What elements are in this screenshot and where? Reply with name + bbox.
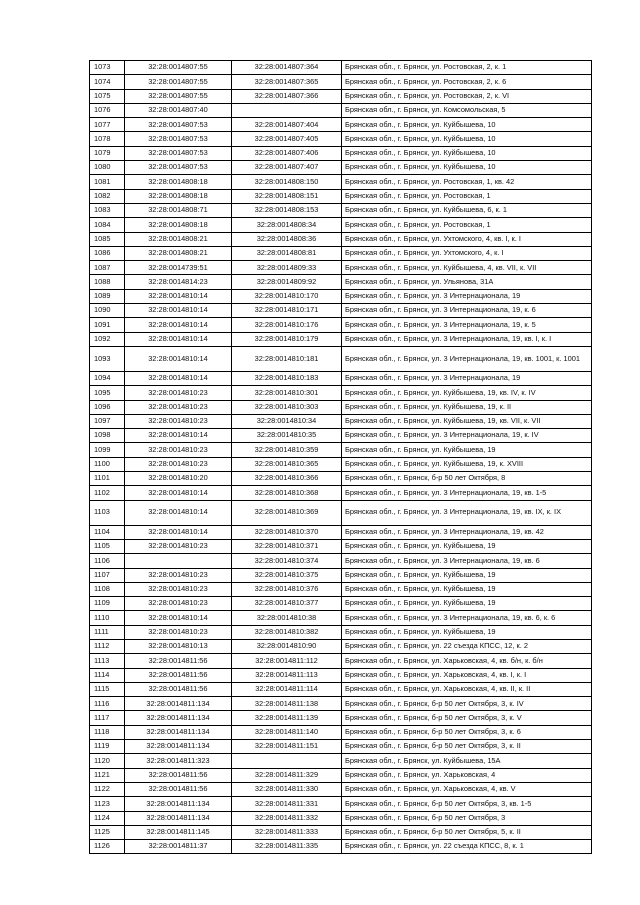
land-plot-number: 32:28:0014807:53 xyxy=(125,161,232,175)
land-plot-number: 32:28:0014810:14 xyxy=(125,525,232,539)
row-number: 1116 xyxy=(90,697,125,711)
table-row xyxy=(90,103,592,117)
address: Брянская обл., г. Брянск, ул. 3 Интернационала, 19, кв. 42 xyxy=(342,525,592,539)
row-number: 1122 xyxy=(90,782,125,796)
object-number: 32:28:0014811:335 xyxy=(232,840,342,854)
row-number: 1111 xyxy=(90,625,125,639)
table-row xyxy=(90,89,592,103)
object-number: 32:28:0014807:366 xyxy=(232,89,342,103)
table-row xyxy=(90,697,592,711)
table-row xyxy=(90,346,592,371)
table-row xyxy=(90,840,592,854)
row-number: 1083 xyxy=(90,203,125,217)
row-number: 1103 xyxy=(90,500,125,525)
address: Брянская обл., г. Брянск, ул. Куйбышева, 19, кв. VII, к. VII xyxy=(342,414,592,428)
table-row xyxy=(90,797,592,811)
address: Брянская обл., г. Брянск, ул. 3 Интернационала, 19 xyxy=(342,289,592,303)
land-plot-number: 32:28:0014811:56 xyxy=(125,682,232,696)
land-plot-number: 32:28:0014810:23 xyxy=(125,597,232,611)
land-plot-number: 32:28:0014810:23 xyxy=(125,457,232,471)
object-number: 32:28:0014810:170 xyxy=(232,289,342,303)
object-number: 32:28:0014810:371 xyxy=(232,539,342,553)
address: Брянская обл., г. Брянск, ул. Куйбышева, 19 xyxy=(342,582,592,596)
row-number: 1120 xyxy=(90,754,125,768)
table-row xyxy=(90,472,592,486)
row-number: 1081 xyxy=(90,175,125,189)
table-row xyxy=(90,118,592,132)
object-number: 32:28:0014811:331 xyxy=(232,797,342,811)
object-number: 32:28:0014811:138 xyxy=(232,697,342,711)
land-plot-number: 32:28:0014810:14 xyxy=(125,289,232,303)
table-row xyxy=(90,75,592,89)
land-plot-number: 32:28:0014810:14 xyxy=(125,318,232,332)
row-number: 1112 xyxy=(90,639,125,653)
address: Брянская обл., г. Брянск, ул. Куйбышева, 19, кв. IV, к. IV xyxy=(342,386,592,400)
address: Брянская обл., г. Брянск, ул. Харьковская, 4, кв. б/н, к. б/н xyxy=(342,654,592,668)
address: Брянская обл., г. Брянск, ул. Харьковская, 4, кв. I, к. I xyxy=(342,668,592,682)
land-plot-number: 32:28:0014810:23 xyxy=(125,625,232,639)
cadastral-table xyxy=(89,60,592,854)
row-number: 1084 xyxy=(90,218,125,232)
address: Брянская обл., г. Брянск, б-р 50 лет Октября, 5, к. II xyxy=(342,825,592,839)
object-number: 32:28:0014808:34 xyxy=(232,218,342,232)
address: Брянская обл., г. Брянск, ул. Куйбышева, 4, кв. VII, к. VII xyxy=(342,261,592,275)
table-row xyxy=(90,725,592,739)
table-row xyxy=(90,682,592,696)
land-plot-number: 32:28:0014808:71 xyxy=(125,203,232,217)
address: Брянская обл., г. Брянск, ул. Харьковская, 4, кв. II, к. II xyxy=(342,682,592,696)
table-row xyxy=(90,275,592,289)
row-number: 1115 xyxy=(90,682,125,696)
table-row xyxy=(90,386,592,400)
address: Брянская обл., г. Брянск, ул. Ульянова, 31А xyxy=(342,275,592,289)
address: Брянская обл., г. Брянск, ул. Ростовская, 1 xyxy=(342,189,592,203)
address: Брянская обл., г. Брянск, ул. Ростовская, 2, к. 1 xyxy=(342,61,592,75)
table-row xyxy=(90,639,592,653)
land-plot-number: 32:28:0014810:23 xyxy=(125,400,232,414)
table-row xyxy=(90,500,592,525)
object-number: 32:28:0014811:139 xyxy=(232,711,342,725)
row-number: 1099 xyxy=(90,443,125,457)
table-row xyxy=(90,811,592,825)
address: Брянская обл., г. Брянск, б-р 50 лет Октября, 8 xyxy=(342,472,592,486)
object-number: 32:28:0014810:301 xyxy=(232,386,342,400)
object-number xyxy=(232,103,342,117)
address: Брянская обл., г. Брянск, ул. 3 Интернационала, 19, к. 5 xyxy=(342,318,592,332)
row-number: 1086 xyxy=(90,246,125,260)
address: Брянская обл., г. Брянск, ул. Харьковская, 4, кв. V xyxy=(342,782,592,796)
table-row xyxy=(90,189,592,203)
row-number: 1121 xyxy=(90,768,125,782)
table-row xyxy=(90,740,592,754)
table-row xyxy=(90,443,592,457)
land-plot-number: 32:28:0014808:21 xyxy=(125,246,232,260)
object-number: 32:28:0014810:377 xyxy=(232,597,342,611)
land-plot-number: 32:28:0014807:53 xyxy=(125,146,232,160)
object-number: 32:28:0014810:90 xyxy=(232,639,342,653)
row-number: 1079 xyxy=(90,146,125,160)
land-plot-number: 32:28:0014811:323 xyxy=(125,754,232,768)
land-plot-number: 32:28:0014811:134 xyxy=(125,811,232,825)
row-number: 1117 xyxy=(90,711,125,725)
object-number: 32:28:0014811:140 xyxy=(232,725,342,739)
table-row xyxy=(90,654,592,668)
land-plot-number: 32:28:0014810:23 xyxy=(125,582,232,596)
table-row xyxy=(90,289,592,303)
address: Брянская обл., г. Брянск, ул. 22 съезда КПСС, 8, к. 1 xyxy=(342,840,592,854)
land-plot-number: 32:28:0014810:14 xyxy=(125,346,232,371)
address: Брянская обл., г. Брянск, б-р 50 лет Октября, 3, к. 6 xyxy=(342,725,592,739)
object-number: 32:28:0014811:114 xyxy=(232,682,342,696)
table-row xyxy=(90,371,592,385)
address: Брянская обл., г. Брянск, ул. Ростовская, 1, кв. 42 xyxy=(342,175,592,189)
address: Брянская обл., г. Брянск, ул. Куйбышева, 19 xyxy=(342,597,592,611)
table-row xyxy=(90,146,592,160)
object-number: 32:28:0014810:176 xyxy=(232,318,342,332)
table-row xyxy=(90,232,592,246)
land-plot-number: 32:28:0014808:18 xyxy=(125,189,232,203)
row-number: 1078 xyxy=(90,132,125,146)
table-row xyxy=(90,568,592,582)
address: Брянская обл., г. Брянск, ул. Куйбышева, 6, к. 1 xyxy=(342,203,592,217)
object-number: 32:28:0014810:368 xyxy=(232,486,342,500)
object-number: 32:28:0014810:375 xyxy=(232,568,342,582)
object-number: 32:28:0014811:113 xyxy=(232,668,342,682)
row-number: 1096 xyxy=(90,400,125,414)
table-row xyxy=(90,414,592,428)
land-plot-number: 32:28:0014810:23 xyxy=(125,539,232,553)
land-plot-number: 32:28:0014807:55 xyxy=(125,75,232,89)
address: Брянская обл., г. Брянск, ул. Куйбышева, 10 xyxy=(342,146,592,160)
row-number: 1075 xyxy=(90,89,125,103)
row-number: 1113 xyxy=(90,654,125,668)
land-plot-number xyxy=(125,554,232,568)
table-row xyxy=(90,611,592,625)
row-number: 1091 xyxy=(90,318,125,332)
address: Брянская обл., г. Брянск, б-р 50 лет Октября, 3 xyxy=(342,811,592,825)
table-row xyxy=(90,554,592,568)
object-number: 32:28:0014810:365 xyxy=(232,457,342,471)
row-number: 1073 xyxy=(90,61,125,75)
land-plot-number: 32:28:0014807:55 xyxy=(125,89,232,103)
land-plot-number: 32:28:0014810:23 xyxy=(125,386,232,400)
row-number: 1077 xyxy=(90,118,125,132)
table-row xyxy=(90,175,592,189)
object-number xyxy=(232,754,342,768)
table-row xyxy=(90,429,592,443)
land-plot-number: 32:28:0014811:56 xyxy=(125,768,232,782)
address: Брянская обл., г. Брянск, ул. 3 Интернационала, 19, кв. 1001, к. 1001 xyxy=(342,346,592,371)
row-number: 1105 xyxy=(90,539,125,553)
row-number: 1106 xyxy=(90,554,125,568)
object-number: 32:28:0014810:35 xyxy=(232,429,342,443)
address: Брянская обл., г. Брянск, ул. Ростовская, 2, к. VI xyxy=(342,89,592,103)
row-number: 1123 xyxy=(90,797,125,811)
land-plot-number: 32:28:0014811:134 xyxy=(125,740,232,754)
row-number: 1076 xyxy=(90,103,125,117)
table-row xyxy=(90,218,592,232)
table-row xyxy=(90,304,592,318)
address: Брянская обл., г. Брянск, ул. Куйбышева, 19 xyxy=(342,625,592,639)
row-number: 1125 xyxy=(90,825,125,839)
row-number: 1087 xyxy=(90,261,125,275)
land-plot-number: 32:28:0014811:56 xyxy=(125,654,232,668)
table-row xyxy=(90,625,592,639)
row-number: 1098 xyxy=(90,429,125,443)
object-number: 32:28:0014810:374 xyxy=(232,554,342,568)
address: Брянская обл., г. Брянск, ул. Куйбышева, 19, к. II xyxy=(342,400,592,414)
address: Брянская обл., г. Брянск, ул. Куйбышева, 19 xyxy=(342,568,592,582)
object-number: 32:28:0014810:369 xyxy=(232,500,342,525)
row-number: 1107 xyxy=(90,568,125,582)
row-number: 1074 xyxy=(90,75,125,89)
row-number: 1088 xyxy=(90,275,125,289)
object-number: 32:28:0014808:151 xyxy=(232,189,342,203)
address: Брянская обл., г. Брянск, ул. 22 съезда КПСС, 12, к. 2 xyxy=(342,639,592,653)
address: Брянская обл., г. Брянск, ул. 3 Интернационала, 19, кв. 6 xyxy=(342,554,592,568)
land-plot-number: 32:28:0014807:40 xyxy=(125,103,232,117)
land-plot-number: 32:28:0014807:55 xyxy=(125,61,232,75)
object-number: 32:28:0014810:359 xyxy=(232,443,342,457)
object-number: 32:28:0014807:406 xyxy=(232,146,342,160)
land-plot-number: 32:28:0014810:14 xyxy=(125,371,232,385)
object-number: 32:28:0014807:407 xyxy=(232,161,342,175)
row-number: 1082 xyxy=(90,189,125,203)
table-row xyxy=(90,318,592,332)
row-number: 1097 xyxy=(90,414,125,428)
row-number: 1119 xyxy=(90,740,125,754)
object-number: 32:28:0014810:171 xyxy=(232,304,342,318)
object-number: 32:28:0014811:151 xyxy=(232,740,342,754)
object-number: 32:28:0014808:81 xyxy=(232,246,342,260)
row-number: 1109 xyxy=(90,597,125,611)
object-number: 32:28:0014811:333 xyxy=(232,825,342,839)
table-row xyxy=(90,161,592,175)
table-row xyxy=(90,246,592,260)
row-number: 1101 xyxy=(90,472,125,486)
row-number: 1100 xyxy=(90,457,125,471)
object-number: 32:28:0014808:153 xyxy=(232,203,342,217)
object-number: 32:28:0014811:329 xyxy=(232,768,342,782)
table-row xyxy=(90,400,592,414)
row-number: 1126 xyxy=(90,840,125,854)
table-row xyxy=(90,261,592,275)
land-plot-number: 32:28:0014811:56 xyxy=(125,668,232,682)
row-number: 1092 xyxy=(90,332,125,346)
land-plot-number: 32:28:0014811:134 xyxy=(125,797,232,811)
row-number: 1090 xyxy=(90,304,125,318)
land-plot-number: 32:28:0014810:23 xyxy=(125,443,232,457)
land-plot-number: 32:28:0014807:53 xyxy=(125,118,232,132)
object-number: 32:28:0014810:38 xyxy=(232,611,342,625)
land-plot-number: 32:28:0014810:14 xyxy=(125,486,232,500)
object-number: 32:28:0014810:34 xyxy=(232,414,342,428)
object-number: 32:28:0014810:179 xyxy=(232,332,342,346)
object-number: 32:28:0014808:150 xyxy=(232,175,342,189)
row-number: 1114 xyxy=(90,668,125,682)
address: Брянская обл., г. Брянск, ул. 3 Интернационала, 19, кв. 6, к. 6 xyxy=(342,611,592,625)
row-number: 1118 xyxy=(90,725,125,739)
row-number: 1110 xyxy=(90,611,125,625)
address: Брянская обл., г. Брянск, ул. 3 Интернационала, 19, к. IV xyxy=(342,429,592,443)
address: Брянская обл., г. Брянск, ул. Комсомольская, 5 xyxy=(342,103,592,117)
land-plot-number: 32:28:0014810:14 xyxy=(125,429,232,443)
table-row xyxy=(90,782,592,796)
address: Брянская обл., г. Брянск, ул. 3 Интернационала, 19 xyxy=(342,371,592,385)
object-number: 32:28:0014810:382 xyxy=(232,625,342,639)
address: Брянская обл., г. Брянск, ул. Куйбышева, 10 xyxy=(342,118,592,132)
object-number: 32:28:0014809:92 xyxy=(232,275,342,289)
row-number: 1089 xyxy=(90,289,125,303)
table-row xyxy=(90,711,592,725)
row-number: 1080 xyxy=(90,161,125,175)
address: Брянская обл., г. Брянск, ул. Куйбышева, 19, к. XVIII xyxy=(342,457,592,471)
table-row xyxy=(90,582,592,596)
address: Брянская обл., г. Брянск, б-р 50 лет Октября, 3, к. II xyxy=(342,740,592,754)
object-number: 32:28:0014811:330 xyxy=(232,782,342,796)
land-plot-number: 32:28:0014811:134 xyxy=(125,725,232,739)
address: Брянская обл., г. Брянск, ул. Ростовская, 1 xyxy=(342,218,592,232)
address: Брянская обл., г. Брянск, б-р 50 лет Октября, 3, к. IV xyxy=(342,697,592,711)
land-plot-number: 32:28:0014808:18 xyxy=(125,175,232,189)
object-number: 32:28:0014810:181 xyxy=(232,346,342,371)
land-plot-number: 32:28:0014811:56 xyxy=(125,782,232,796)
table-row xyxy=(90,597,592,611)
land-plot-number: 32:28:0014810:14 xyxy=(125,500,232,525)
table-row xyxy=(90,486,592,500)
address: Брянская обл., г. Брянск, ул. 3 Интернационала, 19, кв. I, к. I xyxy=(342,332,592,346)
address: Брянская обл., г. Брянск, б-р 50 лет Октября, 3, кв. 1-5 xyxy=(342,797,592,811)
table-row xyxy=(90,332,592,346)
address: Брянская обл., г. Брянск, ул. 3 Интернационала, 19, к. 6 xyxy=(342,304,592,318)
land-plot-number: 32:28:0014814:23 xyxy=(125,275,232,289)
address: Брянская обл., г. Брянск, б-р 50 лет Октября, 3, к. V xyxy=(342,711,592,725)
table-row xyxy=(90,668,592,682)
row-number: 1093 xyxy=(90,346,125,371)
land-plot-number: 32:28:0014807:53 xyxy=(125,132,232,146)
cadastral-table-body xyxy=(90,61,592,854)
land-plot-number: 32:28:0014810:13 xyxy=(125,639,232,653)
object-number: 32:28:0014807:405 xyxy=(232,132,342,146)
table-row xyxy=(90,457,592,471)
object-number: 32:28:0014807:364 xyxy=(232,61,342,75)
address: Брянская обл., г. Брянск, ул. Куйбышева, 19 xyxy=(342,539,592,553)
object-number: 32:28:0014810:303 xyxy=(232,400,342,414)
address: Брянская обл., г. Брянск, ул. Ухтомского, 4, к. I xyxy=(342,246,592,260)
row-number: 1104 xyxy=(90,525,125,539)
address: Брянская обл., г. Брянск, ул. Куйбышева, 15А xyxy=(342,754,592,768)
row-number: 1108 xyxy=(90,582,125,596)
land-plot-number: 32:28:0014811:134 xyxy=(125,711,232,725)
row-number: 1094 xyxy=(90,371,125,385)
address: Брянская обл., г. Брянск, ул. Ухтомского, 4, кв. I, к. I xyxy=(342,232,592,246)
land-plot-number: 32:28:0014810:14 xyxy=(125,304,232,318)
object-number: 32:28:0014807:404 xyxy=(232,118,342,132)
land-plot-number: 32:28:0014810:23 xyxy=(125,568,232,582)
land-plot-number: 32:28:0014808:21 xyxy=(125,232,232,246)
table-row xyxy=(90,825,592,839)
object-number: 32:28:0014808:36 xyxy=(232,232,342,246)
address: Брянская обл., г. Брянск, ул. Ростовская, 2, к. 6 xyxy=(342,75,592,89)
table-row xyxy=(90,132,592,146)
object-number: 32:28:0014809:33 xyxy=(232,261,342,275)
address: Брянская обл., г. Брянск, ул. Куйбышева, 19 xyxy=(342,443,592,457)
object-number: 32:28:0014810:366 xyxy=(232,472,342,486)
land-plot-number: 32:28:0014810:14 xyxy=(125,611,232,625)
land-plot-number: 32:28:0014811:145 xyxy=(125,825,232,839)
object-number: 32:28:0014810:370 xyxy=(232,525,342,539)
object-number: 32:28:0014810:376 xyxy=(232,582,342,596)
object-number: 32:28:0014811:112 xyxy=(232,654,342,668)
object-number: 32:28:0014811:332 xyxy=(232,811,342,825)
address: Брянская обл., г. Брянск, ул. Куйбышева, 10 xyxy=(342,132,592,146)
row-number: 1102 xyxy=(90,486,125,500)
land-plot-number: 32:28:0014739:51 xyxy=(125,261,232,275)
address: Брянская обл., г. Брянск, ул. Харьковская, 4 xyxy=(342,768,592,782)
row-number: 1095 xyxy=(90,386,125,400)
land-plot-number: 32:28:0014811:37 xyxy=(125,840,232,854)
table-row xyxy=(90,754,592,768)
address: Брянская обл., г. Брянск, ул. 3 Интернационала, 19, кв. IX, к. IX xyxy=(342,500,592,525)
table-row xyxy=(90,539,592,553)
land-plot-number: 32:28:0014811:134 xyxy=(125,697,232,711)
address: Брянская обл., г. Брянск, ул. 3 Интернационала, 19, кв. 1-5 xyxy=(342,486,592,500)
table-row xyxy=(90,525,592,539)
land-plot-number: 32:28:0014808:18 xyxy=(125,218,232,232)
row-number: 1124 xyxy=(90,811,125,825)
table-row xyxy=(90,61,592,75)
table-row xyxy=(90,203,592,217)
land-plot-number: 32:28:0014810:20 xyxy=(125,472,232,486)
land-plot-number: 32:28:0014810:14 xyxy=(125,332,232,346)
table-row xyxy=(90,768,592,782)
address: Брянская обл., г. Брянск, ул. Куйбышева, 10 xyxy=(342,161,592,175)
land-plot-number: 32:28:0014810:23 xyxy=(125,414,232,428)
object-number: 32:28:0014807:365 xyxy=(232,75,342,89)
row-number: 1085 xyxy=(90,232,125,246)
object-number: 32:28:0014810:183 xyxy=(232,371,342,385)
